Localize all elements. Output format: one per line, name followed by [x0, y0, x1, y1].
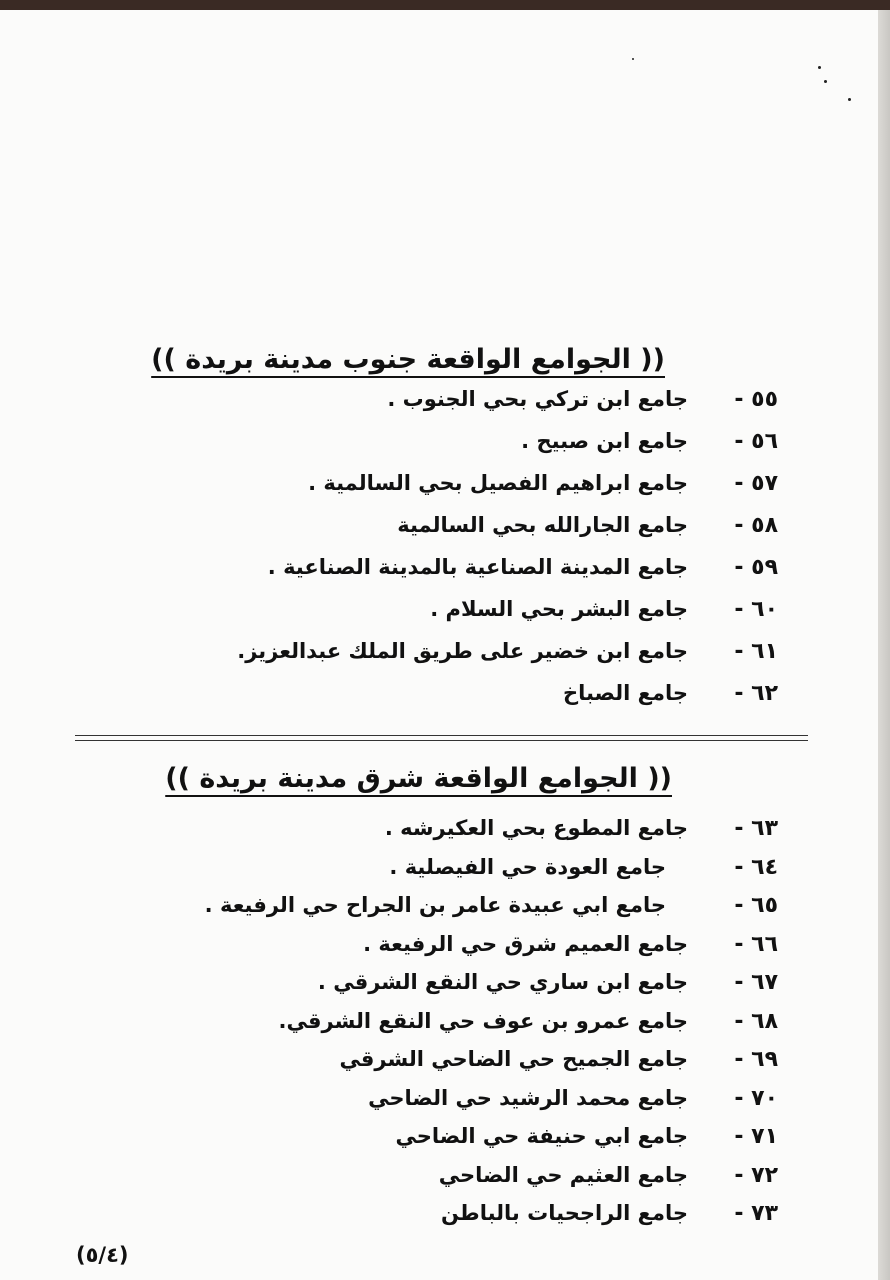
section-title-east: (( الجوامع الواقعة شرق مدينة بريدة )) — [165, 763, 672, 794]
item-text: جامع عمرو بن عوف حي النقع الشرقي. — [278, 1008, 688, 1033]
list-item — [0, 429, 878, 471]
list-item — [0, 816, 878, 855]
list-item — [0, 932, 878, 971]
scan-speck — [632, 58, 634, 60]
section-title-south: (( الجوامع الواقعة جنوب مدينة بريدة )) — [151, 344, 665, 375]
item-number: ٦٠ - — [734, 597, 778, 622]
item-text: جامع محمد الرشيد حي الضاحي — [368, 1085, 688, 1110]
item-text: جامع ابي عبيدة عامر بن الجراح حي الرفيعة . — [204, 893, 666, 917]
list-item — [0, 893, 878, 932]
item-text: جامع الجميح حي الضاحي الشرقي — [339, 1047, 688, 1071]
scan-speck — [818, 66, 821, 69]
list-item — [0, 855, 878, 894]
item-number: ٧٣ - — [734, 1201, 778, 1226]
list-item — [0, 513, 878, 555]
item-number: ٧٢ - — [734, 1162, 778, 1188]
item-number: ٥٨ - — [734, 513, 778, 538]
item-text: جامع الراجحيات بالباطن — [441, 1201, 688, 1225]
item-number: ٧٠ - — [734, 1085, 778, 1111]
list-item — [0, 1009, 878, 1048]
list-item — [0, 1163, 878, 1202]
item-number: ٥٧ - — [734, 471, 778, 496]
item-text: جامع البشر بحي السلام . — [430, 597, 688, 621]
section-divider — [75, 735, 808, 741]
item-number: ٦٥ - — [734, 893, 778, 918]
item-number: ٦٧ - — [734, 970, 778, 995]
list-item — [0, 387, 878, 429]
item-text: جامع ابن صبيح . — [521, 429, 688, 453]
scan-speck — [848, 98, 851, 101]
list-item — [0, 597, 878, 639]
item-number: ٥٩ - — [734, 555, 778, 580]
page-number: (٥/٤) — [76, 1243, 129, 1267]
item-number: ٥٦ - — [734, 429, 778, 454]
item-text: جامع المطوع بحي العكيرشه . — [384, 816, 688, 840]
item-text: جامع ابن تركي بحي الجنوب . — [387, 387, 688, 411]
list-item — [0, 681, 878, 723]
item-text: جامع ابراهيم الفصيل بحي السالمية . — [308, 471, 688, 495]
list-item — [0, 555, 878, 597]
list-item — [0, 471, 878, 513]
item-text: جامع ابن ساري حي النقع الشرقي . — [317, 970, 688, 994]
scan-speck — [824, 80, 827, 83]
list-item — [0, 1086, 878, 1125]
item-number: ٦٦ - — [734, 931, 778, 957]
list-item — [0, 970, 878, 1009]
item-text: جامع العودة حي الفيصلية . — [389, 854, 666, 879]
item-text: جامع الجارالله بحي السالمية — [397, 513, 688, 537]
list-item — [0, 1201, 878, 1240]
list-item — [0, 1124, 878, 1163]
item-text: جامع العثيم حي الضاحي — [438, 1162, 688, 1187]
item-text: جامع العميم شرق حي الرفيعة . — [363, 931, 688, 956]
list-item — [0, 639, 878, 681]
item-text: جامع ابن خضير على طريق الملك عبدالعزيز. — [237, 639, 688, 663]
east-mosque-list — [0, 816, 878, 1240]
item-number: ٦٤ - — [734, 854, 778, 880]
page-edge-shadow — [878, 10, 890, 1280]
item-text: جامع الصباخ — [562, 681, 688, 705]
item-number: ٧١ - — [734, 1124, 778, 1149]
item-number: ٦٩ - — [734, 1047, 778, 1072]
list-item — [0, 1047, 878, 1086]
south-mosque-list — [0, 387, 878, 723]
item-text: جامع المدينة الصناعية بالمدينة الصناعية . — [267, 555, 688, 579]
item-number: ٦٨ - — [734, 1008, 778, 1034]
document-page — [0, 10, 879, 1280]
item-number: ٦١ - — [734, 639, 778, 664]
item-text: جامع ابي حنيفة حي الضاحي — [395, 1124, 688, 1148]
item-number: ٦٢ - — [734, 681, 778, 706]
item-number: ٦٣ - — [734, 816, 778, 841]
item-number: ٥٥ - — [734, 387, 778, 412]
